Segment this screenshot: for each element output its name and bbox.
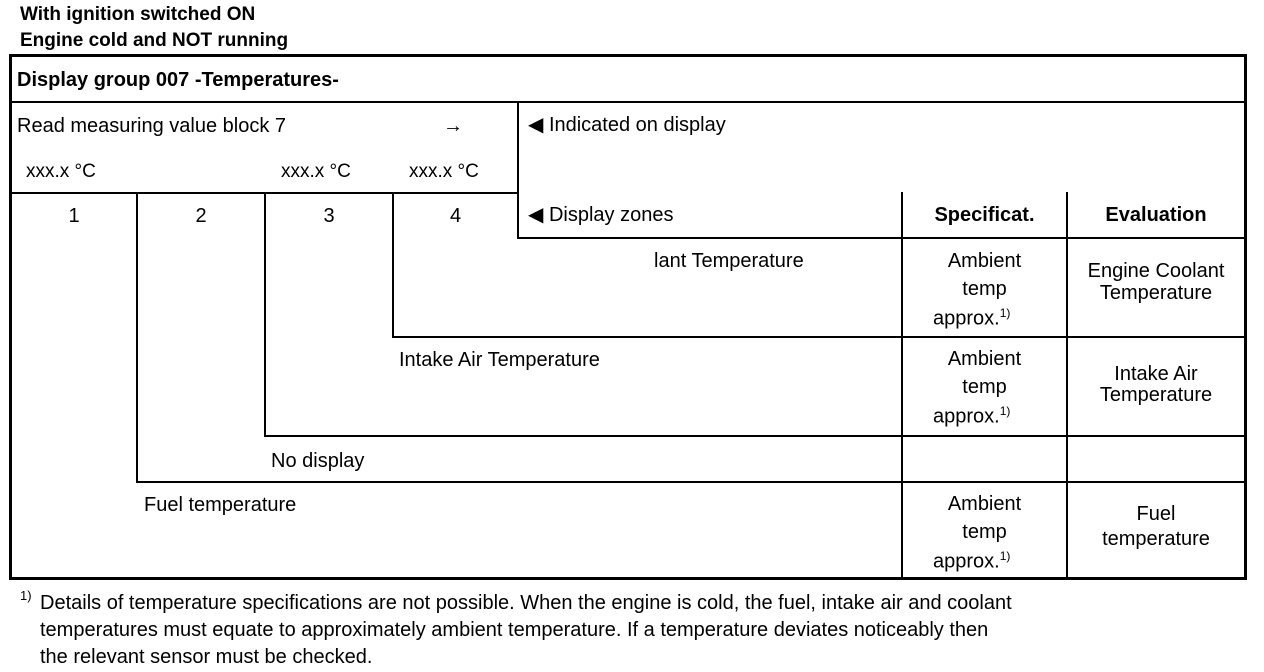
zone-1-value: xxx.x °C — [26, 161, 96, 182]
row-intake-spec-2: temp — [962, 376, 1007, 398]
display-group-title: Display group 007 -Temperatures- — [17, 69, 339, 91]
condition-line-1: With ignition switched ON — [20, 4, 256, 25]
row-coolant-eval-2: Temperature — [1099, 282, 1213, 304]
row-fuel-eval-1: Fuel — [1136, 503, 1176, 525]
row-coolant-spec-2: temp — [962, 278, 1007, 300]
row-intake-spec-1: Ambient — [947, 348, 1022, 370]
row-fuel-label: Fuel temperature — [144, 494, 297, 516]
zone-number-4: 4 — [449, 205, 462, 227]
row-fuel-spec-3: approx.$^{1)}$ — [933, 549, 1011, 573]
row-intake-eval-2: Temperature — [1099, 384, 1213, 406]
evaluation-header: Evaluation — [1105, 204, 1207, 226]
row-intake-label: Intake Air Temperature — [399, 349, 600, 371]
display-zones-label: ◀ Display zones — [528, 204, 674, 226]
row-coolant-spec-1: Ambient — [947, 250, 1022, 272]
condition-line-2: Engine cold and NOT running — [20, 30, 289, 51]
read-block-label: Read measuring value block 7 — [17, 115, 287, 137]
row-intake-eval-1: Intake Air — [1114, 363, 1198, 385]
indicated-on-display-label: ◀ Indicated on display — [528, 114, 726, 136]
zone-4-value: xxx.x °C — [409, 161, 479, 182]
row-no-display-label: No display — [271, 450, 365, 472]
row-fuel-eval-2: temperature — [1102, 528, 1210, 550]
row-coolant-eval-1: Engine Coolant — [1087, 260, 1225, 282]
zone-number-2: 2 — [195, 205, 207, 227]
specification-header: Specificat. — [934, 204, 1035, 226]
footnote-line-1: Details of temperature specifications are not possible. When the engine is cold, the fuel, intake air and coolant — [40, 592, 1012, 614]
row-fuel-spec-2: temp — [962, 521, 1007, 543]
zone-number-1: 1 — [68, 205, 80, 227]
zone-3-value: xxx.x °C — [281, 161, 351, 182]
footnote-line-3: the relevant sensor must be checked. — [40, 646, 373, 668]
arrow-right-icon: → — [443, 115, 463, 137]
zone-number-3: 3 — [323, 205, 335, 227]
row-intake-spec-3: approx.$^{1)}$ — [933, 404, 1011, 428]
footnote-marker: 1) — [20, 588, 32, 603]
footnote-line-2: temperatures must equate to approximately ambient temperature. If a temperature deviates noticeably then — [40, 619, 989, 641]
row-coolant-label: lant Temperature — [654, 250, 804, 272]
row-coolant-spec-3: approx.$^{1)}$ — [933, 306, 1011, 330]
row-fuel-spec-1: Ambient — [947, 493, 1022, 515]
